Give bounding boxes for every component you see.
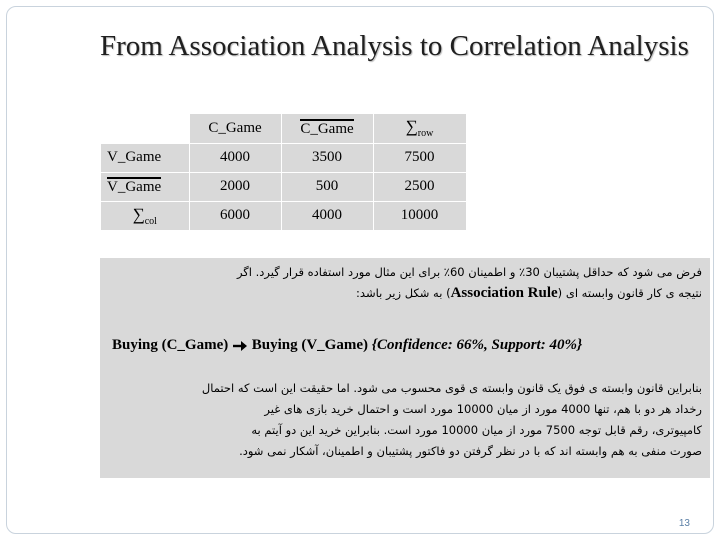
table-header-row [101, 114, 466, 143]
right-arrow-icon [232, 340, 248, 352]
rule-lhs: Buying (C_Game) [112, 337, 229, 353]
conclusion-line: کامپیوتری، رقم قابل توجه 7500 مورد از میان 10000 مورد است. بنابراین خرید این دو آیتم به [251, 423, 702, 437]
contingency-table [101, 114, 467, 231]
rule-metrics: {Confidence: 66%, Support: 40%} [371, 337, 583, 353]
intro-line-2: نتیجه ی کار قانون وابسته ای (Association Rule) به شکل زیر باشد: [356, 285, 702, 301]
header-c-game: C_Game [189, 114, 281, 143]
table-row [101, 201, 466, 230]
association-rule [112, 337, 704, 354]
rule-rhs: Buying (V_Game) [251, 337, 368, 353]
table-cell: 10000 [373, 201, 466, 230]
table-cell: 6000 [189, 201, 281, 230]
row-label-v-game: V_Game [101, 143, 189, 172]
table-cell: 3500 [281, 143, 373, 172]
row-label-not-v-game: V_Game [101, 172, 189, 201]
table-cell: 500 [281, 172, 373, 201]
page-number: 13 [678, 518, 690, 529]
table-corner-cell [101, 114, 189, 143]
table-cell: 7500 [373, 143, 466, 172]
slide-title: From Association Analysis to Correlation Analysis [100, 30, 689, 62]
table-cell: 4000 [189, 143, 281, 172]
intro-paragraph [112, 262, 702, 304]
conclusion-line: بنابراین قانون وابسته ی فوق یک قانون وابسته ی قوی محسوب می شود. اما حقیقت این است که احتمال [201, 381, 702, 395]
row-label-sum-col: $\sum_{col}$ [101, 201, 189, 230]
text-panel [100, 258, 710, 478]
table-cell: 4000 [281, 201, 373, 230]
table-row [101, 172, 466, 201]
table-row [101, 143, 466, 172]
table-cell: 2000 [189, 172, 281, 201]
conclusion-paragraph [112, 378, 702, 462]
conclusion-line: رخداد هر دو با هم، تنها 4000 مورد از میان 10000 مورد است و احتمال خرید بازی های غیر [264, 402, 702, 416]
intro-line-1: فرض می شود که حداقل پشتیبان 30٪ و اطمینان 60٪ برای این مثال مورد استفاده قرار گیرد. اگر [236, 265, 702, 279]
conclusion-line: صورت منفی به هم وابسته اند که با در نظر گرفتن دو فاکتور پشتیبان و اطمینان، آشکار نمی شود. [239, 444, 702, 458]
association-rule-term: Association Rule [450, 285, 558, 301]
table-cell: 2500 [373, 172, 466, 201]
header-not-c-game: C_Game [281, 114, 373, 143]
header-sum-row: $\sum_{row}$ [373, 114, 466, 143]
